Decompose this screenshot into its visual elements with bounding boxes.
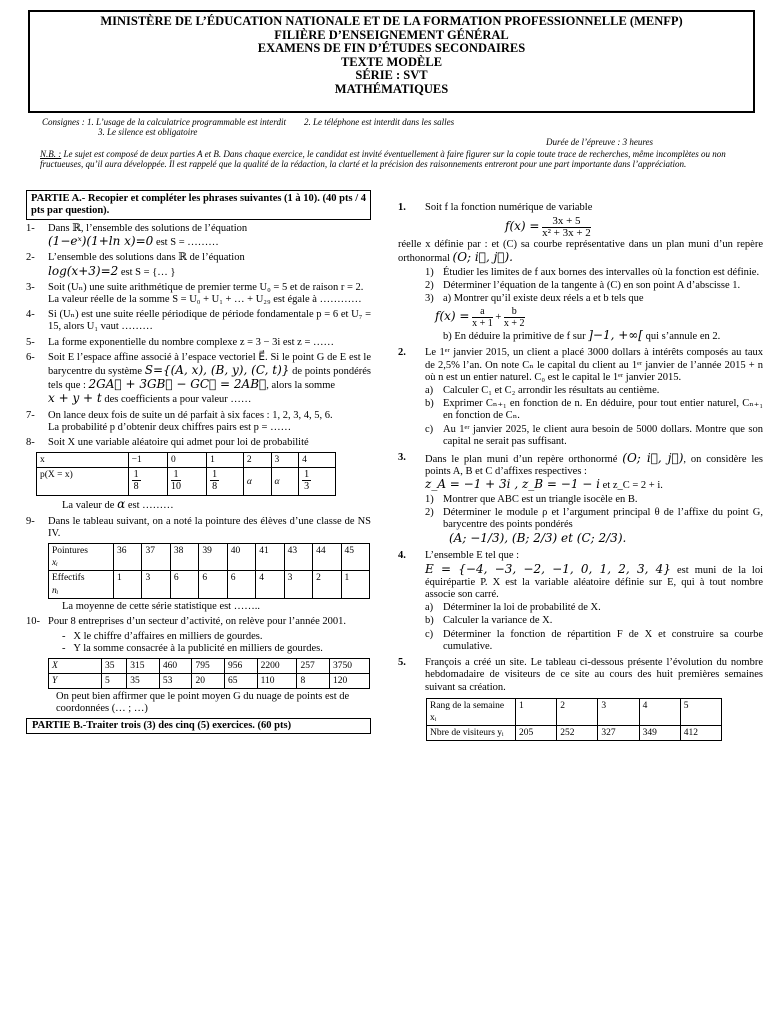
partA-title: PARTIE A.- Recopier et compléter les phrases suivantes (1 à 10). (40 pts / 4 pts par question). <box>26 190 371 220</box>
consigne-3: 3. Le silence est obligatoire <box>98 127 198 137</box>
filiere-title: FILIÈRE D’ENSEIGNEMENT GÉNÉRAL <box>274 27 509 42</box>
nb-label: N.B. : <box>40 149 62 159</box>
question-9: 9- Dans le tableau suivant, on a noté la pointure des élèves d’une classe de NS IV. <box>26 515 371 539</box>
question-10-list: - X le chiffre d’affaires en milliers de gourdes. - Y la somme consacrée à la publicité en milliers de gourdes. <box>62 631 323 655</box>
exercise-3: 3. Dans le plan muni d’un repère orthonormé (O; i⃗, j⃗), on considère les points A, B et C d’affixes respectives : z_A = −1 + 3i , z_B = −1 − i et z_C = 2 + i. 1) Montrer que ABC est un triangle isocèle en B. 2) Déterminer le module ρ et l’argument principal θ de l’affixe du point G, barycentre des points pondérés (A; −1/3), (B; 2/3) et (C; 2/3). <box>398 451 763 546</box>
visitors-table: Rang de la semaine xᵢ 1 2 3 4 5 Nbre de visiteurs yᵢ 205 252 327 349 412 <box>426 698 722 742</box>
exercise-1a: 1) Étudier les limites de f aux bornes des intervalles où la fonction est définie. <box>425 266 760 278</box>
table-header: x <box>37 453 129 468</box>
question-4: 4- Si (Uₙ) est une suite réelle périodique de période fondamentale p = 6 et U₇ = 15, alors U₁ vaut ……… <box>26 309 371 333</box>
exercise-1d: b) En déduire la primitive de f sur ]−1, +∞[ qui s’annule en 2. <box>443 328 721 343</box>
table-header: p(X = x) <box>37 468 129 496</box>
question-3: 3- Soit (Uₙ) une suite arithmétique de premier terme U₀ = 5 et de raison r = 2. La valeur réelle de la somme S = U₀ + U₁ + … + U₂₉ est égale à ………… <box>26 281 364 306</box>
shoe-size-table: Pointures xᵢ 36 37 38 39 40 41 43 44 45 Effectifs nᵢ 1 3 6 6 6 4 3 2 1 <box>48 543 370 599</box>
question-9-end: La moyenne de cette série statistique est …….. <box>62 600 260 612</box>
probability-table: x −1 0 1 2 3 4 p(X = x) $\frac{1}{8}$ $\frac{1}{10}$ $\frac{1}{8}$ α α $\frac{1}{3}$ <box>36 452 336 496</box>
exercise-1: 1. Soit f la fonction numérique de variable f(x) = $\frac{3x + 5}{\text{x² + 3x + 2}}$ réelle x définie par : et (C) sa courbe représentative dans un plan muni d’un repère orthonormal (O; i⃗, j⃗). 1) Étudier les limites de f aux bornes des intervalles où la fonction est définie. 2) Déterminer l’équation de la tangente à (C) en son point A d’abscisse 1. 3) a) Montrer qu’il existe deux réels a et b tels que f(x) = $\frac{a}{x + 1}$ + $\frac{b}{x + 2}$ b) En déduire la primitive de f sur ]−1, +∞[ qui s’annule en 2. <box>398 202 763 343</box>
question-5: 5- La forme exponentielle du nombre complexe z = 3 − 3i est z = …… <box>26 336 335 348</box>
text-type: TEXTE MODÈLE <box>340 54 443 69</box>
exercise-2: 2. Le 1ᵉʳ janvier 2015, un client a placé 3000 dollars à intérêts composés au taux de 2,5% l’an. On note Cₙ le capital du client au 1ᵉʳ janvier de l’année 2015 + n où n est un entier naturel. C₀ est le capital le 1ᵉʳ janvier 2015. a) Calculer C₁ et C₂ arrondir les résultats au centième. b) Exprimer Cₙ₊₁ en fonction de n. En déduire, pour tout entier naturel, Cₙ₊₁ en fonction de Cₙ. c) Au 1ᵉʳ janvier 2025, le client aura besoin de 5000 dollars. Montre que son capital ne serait pas suffisant. <box>398 347 764 447</box>
nb-text: Le sujet est composé de deux parties A et B. Dans chaque exercice, le candidat est invité éventuellement à faire figurer sur la copie toute trace de recherches, même incomplètes ou non fructueuses, qu’il aura développée. Il est rappelé que la qualité de la rédaction, la clarté et la précision des raisonnements entreront pour une part importante dans l’appréciation. <box>40 149 726 170</box>
partB-title: PARTIE B.-Traiter trois (3) des cinq (5) exercices. (60 pts) <box>26 718 371 734</box>
subject: MATHÉMATIQUES <box>334 81 449 96</box>
exercise-1c: 3) a) Montrer qu’il existe deux réels a et b tels que <box>425 293 644 305</box>
consigne-1: Consignes : 1. L’usage de la calculatrice programmable est interdit <box>42 117 286 127</box>
question-10: 10- Pour 8 entreprises d’un secteur d’activité, on relève pour l’année 2001. <box>26 616 346 628</box>
consigne-2: 2. Le téléphone est interdit dans les salles <box>303 117 455 127</box>
right-column <box>398 198 763 741</box>
question-6: 6- Soit E l’espace affine associé à l’espace vectoriel E⃗. Si le point G de E est le barycentre du système S={(A, x), (B, y), (C, t)} de points pondérés tels que : 2GA⃗ + 3GB⃗ − GC⃗ = 2AB⃗, alors la somme x + y + t des coefficients a pour valeur …… <box>26 351 372 406</box>
question-8-end: La valeur de α est ……… <box>62 497 174 512</box>
exam-title: EXAMENS DE FIN D’ÉTUDES SECONDAIRES <box>257 41 526 56</box>
ministry-title: MINISTÈRE DE L’ÉDUCATION NATIONALE ET DE LA FORMATION PROFESSIONNELLE (MENFP) <box>100 14 683 28</box>
question-10-end: On peut bien affirmer que le point moyen G du nuage de points est de coordonnées (… ; …) <box>56 691 350 715</box>
duration: Durée de l’épreuve : 3 heures <box>545 137 653 147</box>
exercise-1b: 2) Déterminer l’équation de la tangente à (C) en son point A d’abscisse 1. <box>425 279 741 291</box>
nb-note <box>40 149 740 170</box>
enterprise-table: X 35 315 460 795 956 2200 257 3750 Y 5 35 53 20 65 110 8 120 <box>48 658 370 689</box>
question-2: 2- L’ensemble des solutions dans ℝ de l’équation log(x+3)=2 est S = {… } <box>26 252 245 278</box>
exercise-5: 5. François a créé un site. Le tableau ci-dessous présente l’évolution du nombre hebdomadaire de visiteurs de ce site au cours des huit premières semaines suivant sa création. <box>398 657 763 693</box>
question-7: 7- On lance deux fois de suite un dé parfait à six faces : 1, 2, 3, 4, 5, 6. La probabilité p d’obtenir deux chiffres pairs est p = …… <box>26 409 333 433</box>
series: SÉRIE : SVT <box>355 68 428 83</box>
question-1: 1- Dans ℝ, l’ensemble des solutions de l’équation (1−eˣ)(1+ln x)=0 est S = ……… <box>26 223 248 249</box>
exercise-4: 4. L’ensemble E tel que : E = {−4, −3, −2, −1, 0, 1, 2, 3, 4} est muni de la loi équirépartie P. X est la variable aléatoire définie sur E, qui à tout nombre associe son carré. a) Déterminer la loi de probabilité de X. b) Calculer la variance de X. c) Déterminer la fonction de répartition F de X et construire sa courbe cumulative. <box>398 550 764 652</box>
consignes <box>42 117 454 137</box>
exam-header <box>28 10 755 113</box>
left-column <box>26 190 371 734</box>
question-8: 8- Soit X une variable aléatoire qui admet pour loi de probabilité <box>26 437 309 449</box>
